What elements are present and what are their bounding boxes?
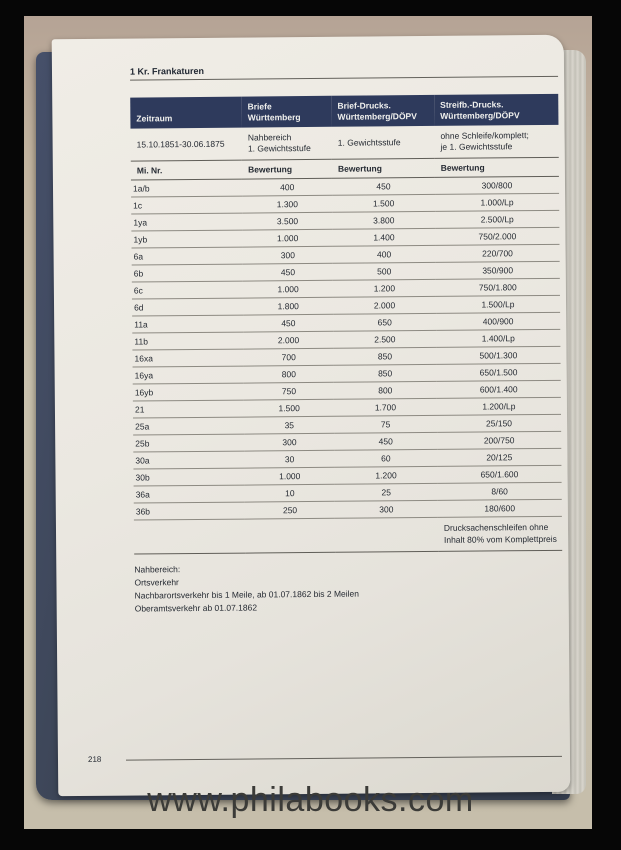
- note-empty-cell: [245, 519, 335, 554]
- section-title: 1 Kr. Frankaturen: [129, 65, 205, 77]
- mi-nr-cell: 1a/b: [131, 179, 242, 197]
- streifb-drucks-value-cell: 1.400/Lp: [436, 330, 560, 348]
- streifb-drucks-value-cell: 750/2.000: [435, 228, 559, 246]
- book-page: [52, 35, 571, 796]
- brief-drucks-value-cell: 1.200: [333, 280, 436, 298]
- briefe-value-cell: 35: [244, 417, 334, 435]
- brief-drucks-value-cell: 2.000: [333, 297, 436, 315]
- briefe-value-cell: 300: [243, 247, 333, 265]
- streifb-drucks-value-cell: 1.500/Lp: [436, 296, 560, 314]
- footnote-nachbarortsverkehr: Nachbarortsverkehr bis 1 Meile, ab 01.07.1862 bis 2 Meilen: [134, 588, 360, 601]
- brief-drucks-value-cell: 60: [334, 450, 437, 468]
- brief-drucks-value-cell: 500: [333, 263, 436, 281]
- period-briefe-desc: Nahbereich 1. Gewichtsstufe: [242, 127, 332, 160]
- brief-drucks-value-cell: 850: [334, 365, 437, 383]
- label-bewertung-1: Bewertung: [242, 160, 332, 180]
- briefe-value-cell: 1.800: [243, 298, 333, 316]
- period-row: [130, 125, 558, 161]
- note-empty-cell: [134, 519, 246, 554]
- page-number: 218: [87, 754, 102, 764]
- price-table: [130, 94, 562, 555]
- mi-nr-cell: 6c: [132, 281, 243, 299]
- briefe-value-cell: 2.000: [244, 332, 334, 350]
- brief-drucks-value-cell: 1.700: [334, 399, 437, 417]
- streifb-drucks-value-cell: 400/900: [436, 313, 560, 331]
- briefe-value-cell: 750: [244, 383, 334, 401]
- brief-drucks-value-cell: 850: [334, 348, 437, 366]
- label-bewertung-2: Bewertung: [332, 159, 435, 179]
- mi-nr-cell: 6a: [132, 247, 243, 265]
- briefe-value-cell: 700: [244, 349, 334, 367]
- price-table-body: [131, 177, 562, 521]
- streifb-drucks-value-cell: 500/1.300: [436, 347, 560, 365]
- brief-drucks-value-cell: 300: [335, 501, 438, 519]
- mi-nr-cell: 25a: [133, 417, 244, 435]
- brief-drucks-value-cell: 2.500: [333, 331, 436, 349]
- mi-nr-cell: 30a: [133, 451, 244, 469]
- briefe-value-cell: 30: [245, 451, 335, 469]
- brief-drucks-value-cell: 450: [332, 178, 435, 196]
- col-header-brief-drucks: Brief-Drucks. Württemberg/DÖPV: [331, 95, 434, 127]
- table-header-row: [130, 94, 558, 129]
- label-bewertung-3: Bewertung: [435, 158, 559, 178]
- mi-nr-cell: 21: [133, 400, 244, 418]
- briefe-value-cell: 1.000: [243, 230, 333, 248]
- mi-nr-cell: 1c: [131, 196, 242, 214]
- mi-nr-cell: 1ya: [131, 213, 242, 231]
- page-content: [130, 63, 563, 615]
- streifb-drucks-value-cell: 600/1.400: [437, 381, 561, 399]
- streifb-drucks-value-cell: 180/600: [438, 500, 562, 518]
- briefe-value-cell: 10: [245, 485, 335, 503]
- footnote-ortsverkehr: Ortsverkehr: [134, 577, 179, 588]
- footnote-nahbereich: Nahbereich:: [134, 564, 181, 575]
- streifb-drucks-value-cell: 300/800: [435, 177, 559, 195]
- footnote-oberamtsverkehr: Oberamtsverkehr ab 01.07.1862: [134, 602, 258, 614]
- mi-nr-cell: 30b: [133, 468, 244, 486]
- streifb-drucks-value-cell: 25/150: [437, 415, 561, 433]
- briefe-value-cell: 1.000: [245, 468, 335, 486]
- briefe-value-cell: 1.000: [243, 281, 333, 299]
- mi-nr-cell: 25b: [133, 434, 244, 452]
- brief-drucks-value-cell: 400: [333, 246, 436, 264]
- col-header-streifb-drucks: Streifb.-Drucks. Württemberg/DÖPV: [434, 94, 558, 126]
- brief-drucks-value-cell: 450: [334, 433, 437, 451]
- brief-drucks-value-cell: 1.500: [332, 195, 435, 213]
- brief-drucks-value-cell: 650: [333, 314, 436, 332]
- label-mi-nr: Mi. Nr.: [131, 160, 242, 180]
- col-header-zeitraum: Zeitraum: [130, 97, 242, 129]
- brief-drucks-value-cell: 25: [335, 484, 438, 502]
- briefe-value-cell: 400: [242, 179, 332, 197]
- streifb-drucks-value-cell: 650/1.600: [437, 466, 561, 484]
- briefe-value-cell: 300: [244, 434, 334, 452]
- briefe-value-cell: 450: [243, 315, 333, 333]
- streifb-drucks-value-cell: 1.000/Lp: [435, 194, 559, 212]
- period-range: 15.10.1851-30.06.1875: [130, 128, 242, 162]
- streifb-drucks-value-cell: 1.200/Lp: [437, 398, 561, 416]
- briefe-value-cell: 250: [245, 502, 335, 520]
- mi-nr-cell: 16ya: [133, 366, 244, 384]
- mi-nr-cell: 16yb: [133, 383, 244, 401]
- mi-nr-cell: 6d: [132, 298, 243, 316]
- mi-nr-cell: 6b: [132, 264, 243, 282]
- note-empty-cell: [335, 518, 438, 553]
- mi-nr-cell: 36b: [134, 502, 245, 520]
- period-brief-drucks-desc: 1. Gewichtsstufe: [332, 126, 435, 159]
- mi-nr-cell: 36a: [134, 485, 245, 503]
- briefe-value-cell: 800: [244, 366, 334, 384]
- brief-drucks-value-cell: 75: [334, 416, 437, 434]
- streifb-drucks-value-cell: 350/900: [436, 262, 560, 280]
- footnotes-block: [134, 560, 562, 615]
- streifb-drucks-value-cell: 650/1.500: [436, 364, 560, 382]
- brief-drucks-value-cell: 1.200: [335, 467, 438, 485]
- mi-nr-cell: 11b: [132, 332, 243, 350]
- briefe-value-cell: 1.500: [244, 400, 334, 418]
- brief-drucks-value-cell: 800: [334, 382, 437, 400]
- mi-nr-cell: 1yb: [131, 230, 242, 248]
- briefe-value-cell: 1.300: [242, 196, 332, 214]
- note-row: [134, 517, 562, 555]
- watermark: www.philabooks.com: [147, 781, 474, 819]
- mi-nr-cell: 16xa: [132, 349, 243, 367]
- streifb-drucks-value-cell: 20/125: [437, 449, 561, 467]
- drucksachen-note: Drucksachenschleifen ohne Inhalt 80% vom Komplettpreis: [438, 517, 562, 552]
- streifb-drucks-value-cell: 750/1.800: [436, 279, 560, 297]
- footer-rule: [126, 756, 562, 761]
- streifb-drucks-value-cell: 200/750: [437, 432, 561, 450]
- brief-drucks-value-cell: 1.400: [333, 229, 436, 247]
- mi-nr-cell: 11a: [132, 315, 243, 333]
- briefe-value-cell: 450: [243, 264, 333, 282]
- streifb-drucks-value-cell: 2.500/Lp: [435, 211, 559, 229]
- streifb-drucks-value-cell: 220/700: [435, 245, 559, 263]
- briefe-value-cell: 3.500: [242, 213, 332, 231]
- col-header-briefe: Briefe Württemberg: [241, 96, 331, 128]
- period-streifb-desc: ohne Schleife/komplett; je 1. Gewichtsstufe: [434, 125, 558, 159]
- brief-drucks-value-cell: 3.800: [332, 212, 435, 230]
- streifb-drucks-value-cell: 8/60: [437, 483, 561, 501]
